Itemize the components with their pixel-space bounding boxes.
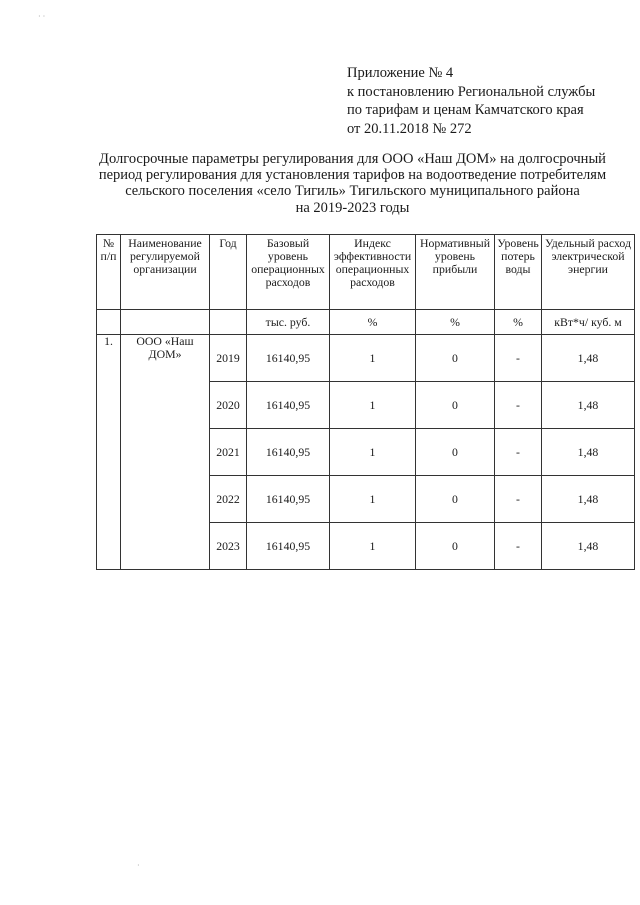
header-water-loss: Уровень потерь воды — [495, 235, 542, 310]
cell-base: 16140,95 — [247, 429, 330, 476]
row-number: 1. — [97, 335, 121, 570]
cell-energy: 1,48 — [542, 335, 635, 382]
cell-base: 16140,95 — [247, 523, 330, 570]
unit-energy: кВт*ч/ куб. м — [542, 310, 635, 335]
cell-base: 16140,95 — [247, 476, 330, 523]
cell-profit: 0 — [416, 335, 495, 382]
cell-loss: - — [495, 382, 542, 429]
document-title — [80, 151, 625, 216]
unit-empty — [121, 310, 210, 335]
cell-profit: 0 — [416, 476, 495, 523]
cell-year: 2021 — [210, 429, 247, 476]
header-year: Год — [210, 235, 247, 310]
title-line: на 2019-2023 годы — [295, 199, 410, 216]
unit-loss: % — [495, 310, 542, 335]
cell-profit: 0 — [416, 382, 495, 429]
unit-empty — [97, 310, 121, 335]
cell-index: 1 — [330, 335, 416, 382]
cell-profit: 0 — [416, 523, 495, 570]
title-line: сельского поселения «село Тигиль» Тигильского муниципального района — [125, 183, 580, 200]
scan-mark: · · — [38, 12, 46, 21]
appendix-line: от 20.11.2018 № 272 — [347, 120, 472, 137]
cell-energy: 1,48 — [542, 476, 635, 523]
cell-index: 1 — [330, 476, 416, 523]
cell-profit: 0 — [416, 429, 495, 476]
cell-year: 2022 — [210, 476, 247, 523]
header-org: Наименование регулируемой организации — [121, 235, 210, 310]
cell-loss: - — [495, 429, 542, 476]
cell-energy: 1,48 — [542, 429, 635, 476]
header-energy-consumption: Удельный расход электрической энергии — [542, 235, 635, 310]
title-line: Долгосрочные параметры регулирования для ООО «Наш ДОМ» на долгосрочный — [99, 151, 606, 167]
cell-index: 1 — [330, 523, 416, 570]
appendix-line: Приложение № 4 — [347, 65, 454, 81]
cell-base: 16140,95 — [247, 335, 330, 382]
units-row — [97, 310, 635, 335]
cell-loss: - — [495, 335, 542, 382]
unit-index: % — [330, 310, 416, 335]
cell-base: 16140,95 — [247, 382, 330, 429]
cell-energy: 1,48 — [542, 382, 635, 429]
unit-base: тыс. руб. — [247, 310, 330, 335]
header-base-expenses: Базовый уровень операционных расходов — [247, 235, 330, 310]
header-num: № п/п — [97, 235, 121, 310]
cell-index: 1 — [330, 429, 416, 476]
cell-energy: 1,48 — [542, 523, 635, 570]
cell-loss: - — [495, 476, 542, 523]
unit-empty — [210, 310, 247, 335]
parameters-table — [96, 234, 635, 570]
title-line: период регулирования для установления тарифов на водоотведение потребителям — [98, 167, 607, 184]
header-profit-level: Нормативный уровень прибыли — [416, 235, 495, 310]
appendix-block — [347, 64, 632, 138]
unit-profit: % — [416, 310, 495, 335]
table-row — [97, 335, 635, 382]
scan-mark: · — [137, 861, 140, 870]
cell-year: 2023 — [210, 523, 247, 570]
cell-year: 2019 — [210, 335, 247, 382]
cell-year: 2020 — [210, 382, 247, 429]
cell-loss: - — [495, 523, 542, 570]
organization-name: ООО «Наш ДОМ» — [121, 335, 210, 570]
appendix-line: по тарифам и ценам Камчатского края — [347, 102, 584, 119]
cell-index: 1 — [330, 382, 416, 429]
appendix-line: к постановлению Региональной службы — [347, 83, 596, 100]
header-efficiency-index: Индекс эффективности операционных расходов — [330, 235, 416, 310]
header-row — [97, 235, 635, 310]
